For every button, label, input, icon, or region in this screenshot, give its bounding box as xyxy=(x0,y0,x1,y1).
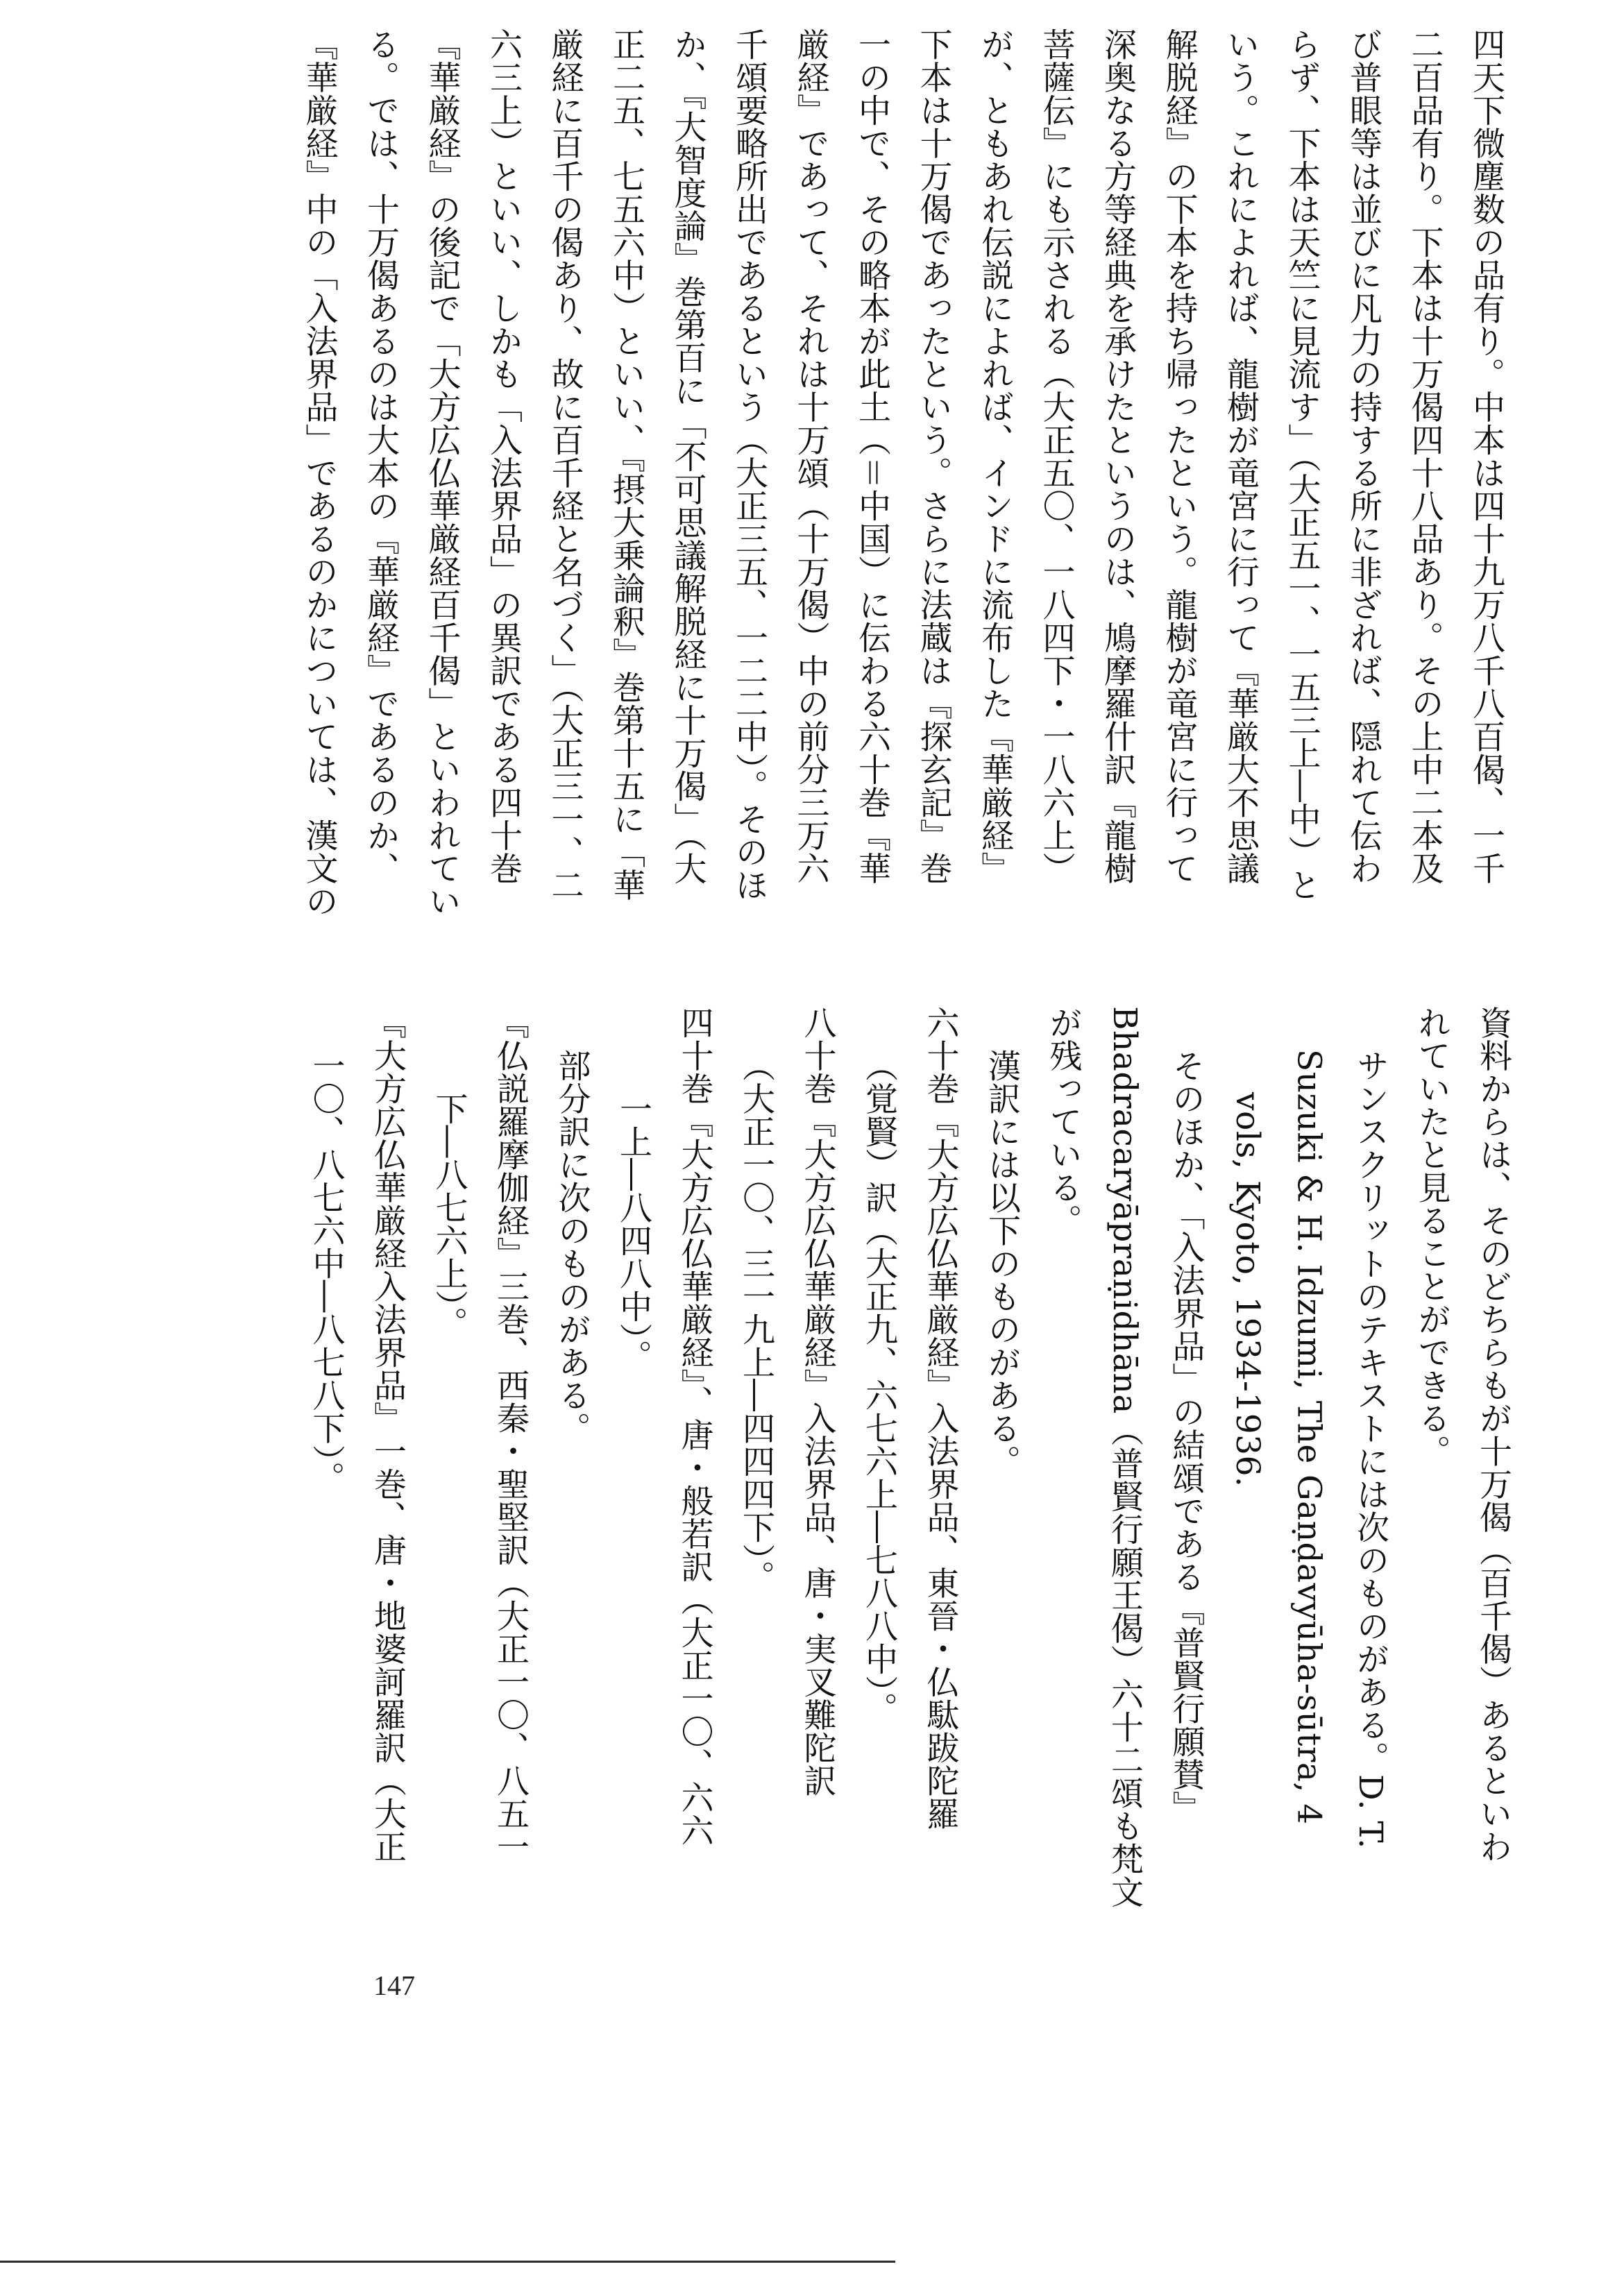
note-line: 資料からは、そのどちらもが十万偈（百千偈）あるといわ xyxy=(1474,1006,1512,1863)
upper-text-block xyxy=(300,28,1516,958)
note-line: れていたと見ることができる。 xyxy=(1412,1006,1451,1468)
text-line: 一の中で、その略本が此土（＝中国）に伝わる六十巻『華 xyxy=(853,28,891,885)
note-line: Suzuki & H. Idzumi, The Gaṇḍavyūha-sūtra, 4 xyxy=(1289,1049,1328,1825)
text-line: 下本は十万偈であったという。さらに法蔵は『探玄記』巻 xyxy=(914,28,953,885)
text-line: 厳経』であって、それは十万頌（十万偈）中の前分三万六 xyxy=(791,28,830,885)
note-line: 部分訳に次のものがある。 xyxy=(552,1049,591,1445)
text-line: 『華厳経』中の「入法界品」であるのかについては、漢文の xyxy=(300,28,339,918)
text-line: 解脱経』の下本を持ち帰ったという。龍樹が竜宮に行って xyxy=(1160,28,1199,885)
page-number: 147 xyxy=(373,1970,415,2001)
note-line: 一〇、八七六中―八七八下）。 xyxy=(307,1049,346,1495)
text-line: らず、下本は天竺に見流す」（大正五一、一五三上―中）と xyxy=(1283,28,1321,901)
note-line: （覚賢）訳（大正九、六七六上―七八八中）。 xyxy=(860,1049,898,1725)
text-line: る。では、十万偈あるのは大本の『華厳経』であるのか、 xyxy=(362,28,400,885)
note-line: vols, Kyoto, 1934-1936. xyxy=(1228,1092,1267,1488)
note-line: 四十巻『大方広仏華厳経』、唐・般若訳（大正一〇、六六 xyxy=(675,1006,714,1847)
note-line: 下―八七六上）。 xyxy=(430,1092,468,1340)
text-line: 四天下微塵数の品有り。中本は四十九万八千八百偈、一千 xyxy=(1467,28,1505,885)
lower-notes-block xyxy=(307,1006,1523,1936)
note-line: 『大方広仏華厳経入法界品』一巻、唐・地婆訶羅訳（大正 xyxy=(369,1006,407,1863)
note-line: （大正一〇、三一九上―四四四下）。 xyxy=(737,1049,775,1593)
note-line: 八十巻『大方広仏華厳経』入法界品、唐・実叉難陀訳 xyxy=(798,1006,837,1797)
note-line: サンスクリットのテキストには次のものがある。D. T. xyxy=(1351,1049,1389,1849)
text-line: び普眼等は並びに凡力の持する所に非ざれば、隠れて伝わ xyxy=(1344,28,1382,885)
note-line: 漢訳には以下のものがある。 xyxy=(983,1049,1021,1478)
note-line: 一上―八四八中）。 xyxy=(614,1092,652,1372)
note-line: そのほか、「入法界品」の結頌である『普賢行願賛』 xyxy=(1167,1049,1206,1824)
text-line: 菩薩伝』にも示される（大正五〇、一八四下・一八六上） xyxy=(1037,28,1076,885)
text-line: 千頌要略所出であるという（大正三五、一二二中）。そのほ xyxy=(730,28,768,901)
text-line: が、ともあれ伝説によれば、インドに流布した『華厳経』 xyxy=(976,28,1014,885)
text-line: 六三上）といい、しかも「入法界品」の異訳である四十巻 xyxy=(484,28,523,885)
text-line: 深奥なる方等経典を承けたというのは、鳩摩羅什訳『龍樹 xyxy=(1099,28,1137,885)
note-line: 六十巻『大方広仏華厳経』入法界品、東晉・仏駄跋陀羅 xyxy=(921,1006,960,1830)
text-line: 『華厳経』の後記で「大方広仏華厳経百千偈」といわれてい xyxy=(423,28,462,918)
text-line: 二百品有り。下本は十万偈四十八品あり。その上中二本及 xyxy=(1405,28,1444,885)
bottom-rule xyxy=(0,2261,895,2263)
note-line: Bhadracaryāpraṇidhāna（普賢行願王偈）六十二頌も梵文 xyxy=(1106,1006,1144,1909)
text-line: か、『大智度論』巻第百に「不可思議解脱経に十万偈」（大 xyxy=(668,28,707,885)
note-line: が残っている。 xyxy=(1044,1006,1083,1237)
text-line: いう。これによれば、龍樹が竜宮に行って『華厳大不思議 xyxy=(1221,28,1260,885)
note-line: 『仏説羅摩伽経』三巻、西秦・聖堅訳（大正一〇、八五一 xyxy=(491,1006,530,1863)
text-line: 正二五、七五六中）といい、『摂大乗論釈』巻第十五に「華 xyxy=(607,28,645,901)
text-line: 厳経に百千の偈あり、故に百千経と名づく」（大正三一、二 xyxy=(545,28,584,901)
